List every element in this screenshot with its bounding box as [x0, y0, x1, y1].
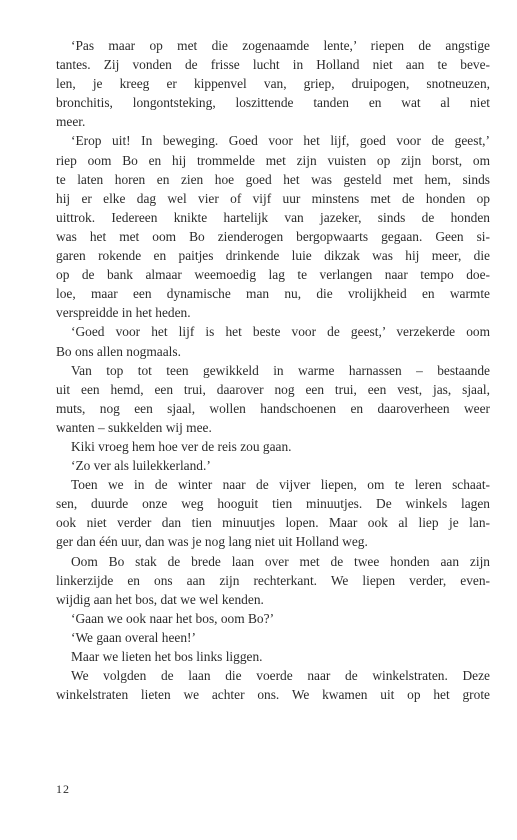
text-line: ‘Zo ver als luilekkerland.’ [71, 458, 211, 474]
text-line: linkerzijde en ons aan zijn rechterkant. We liepen verder, even- [56, 572, 490, 588]
text-line: garen rokende en paitjes drinkende luie dikzak was hij meer, die [56, 248, 490, 264]
text-line: meer. [56, 114, 86, 130]
text-line: Toen we in de winter naar de vijver liepen, om te leren schaat- [71, 477, 490, 493]
text-line: Oom Bo stak de brede laan over met de twee honden aan zijn [71, 553, 490, 569]
text-line: ger dan één uur, dan was je nog lang niet uit Holland weg. [56, 534, 368, 550]
text-line: ‘Gaan we ook naar het bos, oom Bo?’ [71, 610, 275, 626]
text-line: Van top tot teen gewikkeld in warme harnassen – bestaande [71, 362, 490, 378]
text-line: tantes. Zij vonden de frisse lucht in Holland niet aan te beve- [56, 57, 490, 73]
text-line: te laten horen en zien hoe goed het was gesteld met hem, sinds [56, 171, 490, 187]
text-line: len, je kreeg er kippenvel van, griep, druipogen, snotneuzen, [56, 76, 490, 92]
text-line: was het met oom Bo zienderogen bergopwaarts gegaan. Geen si- [56, 228, 490, 244]
text-line: ‘Goed voor het lijf is het beste voor de geest,’ verzekerde oom [71, 324, 490, 340]
text-line: Bo ons allen nogmaals. [56, 343, 181, 359]
text-line: loe, maar een dynamische man nu, die vrolijkheid en warmte [56, 286, 490, 302]
text-line: We volgden de laan die voerde naar de winkelstraten. Deze [71, 668, 490, 684]
body-text [56, 36, 490, 704]
text-line: wijdig aan het bos, dat we wel kenden. [56, 591, 264, 607]
text-line: ‘We gaan overal heen!’ [71, 629, 196, 645]
text-line: ook niet verder dan tien minuutjes lopen. Maar ook al liep je lan- [56, 515, 490, 531]
text-line: hij er elke dag wel vier of vijf uur minstens met de honden op [56, 190, 490, 206]
text-line: muts, nog een sjaal, wollen handschoenen en daaroverheen weer [56, 400, 490, 416]
text-line: sen, duurde onze weg hooguit tien minuutjes. De winkels lagen [56, 496, 490, 512]
text-line: wanten – sukkelden wij mee. [56, 419, 212, 435]
text-line: riep oom Bo en hij trommelde met zijn vuisten op zijn borst, om [56, 152, 490, 168]
page-number: 12 [56, 782, 70, 796]
text-line: uit een hemd, een trui, daarover nog een trui, een vest, jas, sjaal, [56, 381, 490, 397]
text-line: Maar we lieten het bos links liggen. [71, 649, 263, 664]
text-line: op de bank almaar weemoedig lag te verlangen naar tempo doe- [56, 267, 490, 283]
text-line: Kiki vroeg hem hoe ver de reis zou gaan. [71, 438, 292, 454]
text-line: ‘Pas maar op met die zogenaamde lente,’ riepen de angstige [71, 38, 490, 53]
text-line: winkelstraten lieten we achter ons. We kwamen uit op het grote [56, 687, 490, 703]
text-line: bronchitis, longontsteking, loszittende tanden en wat al niet [56, 95, 490, 111]
text-line: ‘Erop uit! In beweging. Goed voor het lijf, goed voor de geest,’ [71, 133, 490, 149]
text-line: uittrok. Iedereen knikte hartelijk van jazeker, sinds de honden [56, 209, 490, 225]
text-line: verspreidde in het heden. [56, 305, 191, 321]
